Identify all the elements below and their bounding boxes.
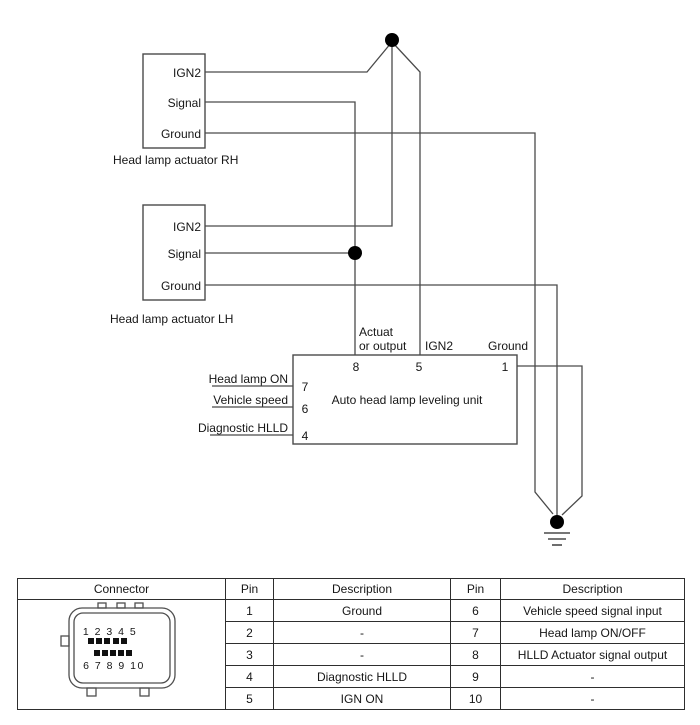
unit-pin6-label: Vehicle speed xyxy=(213,393,288,407)
junction-dot-ign2 xyxy=(385,33,399,47)
pin-cell: 8 xyxy=(451,644,501,666)
unit-pin1-number: 1 xyxy=(501,360,509,374)
description-cell: Head lamp ON/OFF xyxy=(501,622,685,644)
description-cell: Vehicle speed signal input xyxy=(501,600,685,622)
header-description-left: Description xyxy=(274,579,451,600)
lh-pin-ground-label: Ground xyxy=(160,279,201,293)
pin-cell: 6 xyxy=(451,600,501,622)
rh-actuator-caption: Head lamp actuator RH xyxy=(113,153,239,167)
connector-pin-table xyxy=(17,578,685,710)
lh-pin-signal-label: Signal xyxy=(167,247,201,261)
junction-dot-ground xyxy=(550,515,564,529)
connector-left-tab xyxy=(61,636,69,646)
unit-pin5-wire-label: IGN2 xyxy=(425,339,454,353)
connector-drawing-cell xyxy=(18,600,226,710)
wire-lh-ign2-to-junction xyxy=(205,44,392,226)
header-connector: Connector xyxy=(18,579,226,600)
unit-pin8-wire-label-line1: Actuat xyxy=(359,325,394,339)
connector-drawing xyxy=(57,602,187,706)
unit-pin4-number: 4 xyxy=(301,429,309,443)
description-cell: IGN ON xyxy=(274,688,451,710)
pin-cell: 7 xyxy=(451,622,501,644)
lh-actuator-caption: Head lamp actuator LH xyxy=(110,312,234,326)
unit-pin8-number: 8 xyxy=(352,360,360,374)
unit-pin6-number: 6 xyxy=(301,402,309,416)
description-cell: - xyxy=(501,666,685,688)
rh-pin-ground-label: Ground xyxy=(160,127,201,141)
pin-cell: 1 xyxy=(226,600,274,622)
pin-cell: 3 xyxy=(226,644,274,666)
rh-pin-ign2-label: IGN2 xyxy=(172,66,201,80)
connector-bottom-tab xyxy=(140,688,149,696)
pin-cell: 4 xyxy=(226,666,274,688)
table-row xyxy=(18,600,685,622)
pin-cell: 9 xyxy=(451,666,501,688)
unit-pin7-label: Head lamp ON xyxy=(208,372,288,386)
wire-unit-pin1-ground xyxy=(517,366,582,515)
connector-top-tab xyxy=(117,603,125,608)
description-cell: - xyxy=(274,644,451,666)
connector-top-tab xyxy=(135,603,143,608)
description-cell: Ground xyxy=(274,600,451,622)
description-cell: - xyxy=(274,622,451,644)
unit-pin8-wire-label-line2: or output xyxy=(359,339,407,353)
lh-pin-ign2-label: IGN2 xyxy=(172,220,201,234)
connector-pin-numbers-bottom: 6 7 8 9 10 xyxy=(83,660,145,672)
pin-cell: 2 xyxy=(226,622,274,644)
pin-cell: 5 xyxy=(226,688,274,710)
wire-rh-ign2-to-junction xyxy=(205,43,391,72)
description-cell: HLLD Actuator signal output xyxy=(501,644,685,666)
header-pin-left: Pin xyxy=(226,579,274,600)
table-header-row xyxy=(18,579,685,600)
description-cell: - xyxy=(501,688,685,710)
rh-pin-signal-label: Signal xyxy=(167,96,201,110)
unit-pin7-number: 7 xyxy=(301,380,309,394)
connector-pin-numbers-top: 1 2 3 4 5 xyxy=(82,626,138,638)
junction-dot-signal xyxy=(348,246,362,260)
header-description-right: Description xyxy=(501,579,685,600)
wire-junction-to-unit-pin5 xyxy=(393,43,420,355)
connector-top-tab xyxy=(98,603,106,608)
unit-pin5-number: 5 xyxy=(415,360,423,374)
wire-rh-ground xyxy=(205,133,553,514)
connector-bottom-tab xyxy=(87,688,96,696)
unit-pin1-wire-label: Ground xyxy=(488,339,529,353)
unit-pin4-label: Diagnostic HLLD xyxy=(197,421,288,435)
pin-cell: 10 xyxy=(451,688,501,710)
header-pin-right: Pin xyxy=(451,579,501,600)
ground-symbol xyxy=(544,533,570,545)
description-cell: Diagnostic HLLD xyxy=(274,666,451,688)
unit-name: Auto head lamp leveling unit xyxy=(331,393,483,407)
